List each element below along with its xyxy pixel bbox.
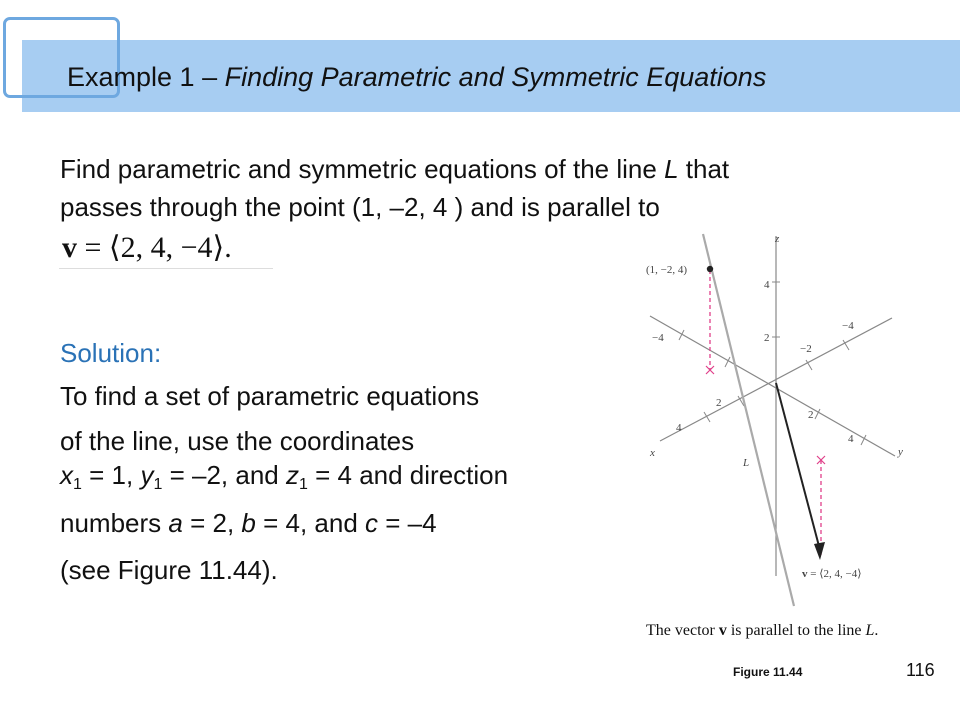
tick-x2: 2: [716, 397, 722, 409]
tick-y2: 2: [808, 409, 814, 421]
solution-heading: Solution:: [60, 338, 162, 368]
var-b: b: [241, 508, 256, 538]
vector-equation: [59, 228, 273, 269]
x-axis-label: x: [650, 447, 655, 459]
caption-italic: L: [865, 622, 875, 639]
solution-line-1: To find a set of parametric equations: [60, 381, 480, 411]
var-y: y: [140, 460, 154, 490]
var-x: x: [60, 460, 73, 490]
y-axis-label: y: [898, 446, 903, 458]
val: = –2, and: [162, 460, 286, 490]
caption-text: The vector: [646, 622, 719, 639]
vector-symbol: v: [62, 231, 77, 264]
val: = 4, and: [255, 508, 366, 538]
sub: 1: [153, 476, 163, 493]
caption-bold: v: [718, 622, 727, 639]
solution-line-3: [60, 460, 508, 494]
line-label: L: [743, 457, 750, 469]
var-a: a: [168, 508, 183, 538]
vector-components: = ⟨2, 4, −4⟩.: [77, 231, 232, 264]
vector-label: v = ⟨2, 4, −4⟩: [802, 568, 862, 580]
sub: 1: [73, 476, 82, 493]
point-marker: [707, 266, 713, 272]
solution-line-2: of the line, use the coordinates: [60, 426, 415, 456]
tick-z2: 2: [764, 332, 770, 344]
tick-y-neg2: −2: [800, 343, 812, 355]
page-number: 116: [906, 660, 935, 680]
point-foot-mark: [706, 366, 714, 374]
text: numbers: [60, 508, 169, 538]
val: = 1,: [81, 460, 141, 490]
caption-text: is parallel to the line: [726, 622, 866, 639]
problem-text: Find parametric and symmetric equations of the line: [60, 154, 665, 184]
figure-11-44: [630, 226, 920, 646]
point-label: (1, −2, 4): [646, 264, 688, 276]
solution-line-5: (see Figure 11.44).: [60, 555, 278, 585]
caption-text: .: [874, 622, 879, 639]
title-prefix: Example 1 –: [67, 62, 225, 92]
var-z: z: [285, 460, 299, 490]
vector-arrowhead: [814, 542, 825, 560]
sub: 1: [298, 476, 308, 493]
tick-z4: 4: [764, 279, 770, 291]
var-c: c: [365, 508, 379, 538]
slide-title: [67, 62, 766, 93]
figure-label: Figure 11.44: [733, 665, 803, 679]
val: = 4 and direction: [307, 460, 509, 490]
z-axis-label: z: [775, 233, 780, 245]
tick-y4: 4: [848, 433, 854, 445]
problem-text: that: [678, 154, 730, 184]
val: = –4: [378, 508, 437, 538]
solution-line-4: [60, 508, 437, 539]
tick-x-neg4: −4: [652, 332, 664, 344]
figure-caption: [646, 622, 878, 640]
line-variable: L: [664, 154, 679, 184]
problem-line-2: passes through the point (1, –2, 4 ) and is parallel to: [60, 192, 660, 222]
title-italic: Finding Parametric and Symmetric Equations: [224, 62, 767, 92]
tick-x4: 4: [676, 422, 682, 434]
tick-y-neg4: −4: [842, 320, 854, 332]
val: = 2,: [182, 508, 242, 538]
line-l: [703, 234, 794, 606]
problem-line-1: [60, 154, 729, 185]
